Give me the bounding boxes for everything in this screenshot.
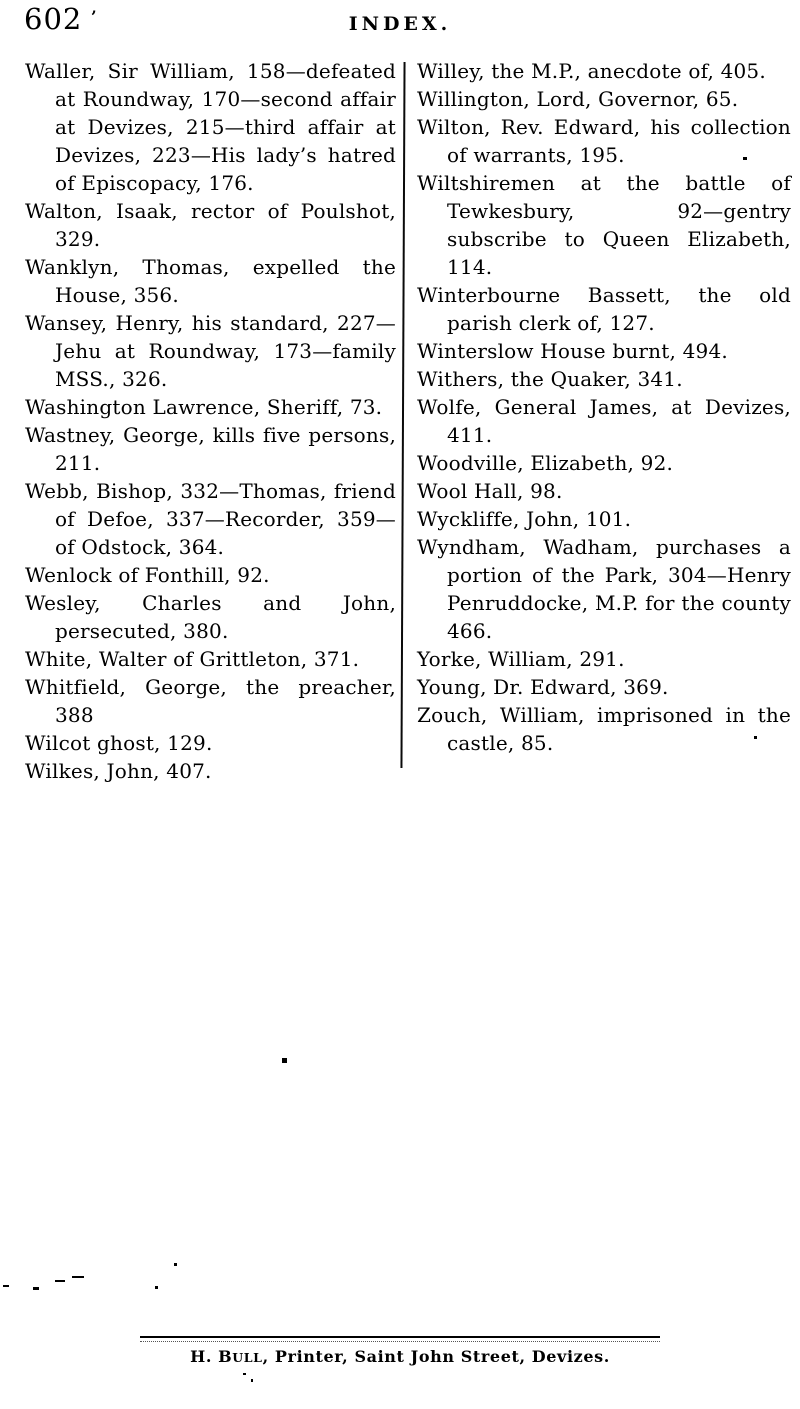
index-entry: Wyckliffe, John, 101.	[417, 507, 632, 531]
index-entry: Wilcot ghost, 129.	[25, 731, 213, 755]
index-entry: Willey, the M.P., anecdote of, 405.	[417, 59, 766, 83]
imprint-text-smallcaps: ULL	[232, 1350, 263, 1365]
index-entry: Woodville, Elizabeth, 92.	[417, 451, 674, 475]
index-entry: Willington, Lord, Governor, 65.	[417, 87, 739, 111]
index-entry: Wiltshiremen at the battle of Tewkesbury, 92—gentry subscribe to Queen Elizabeth, 114.	[417, 171, 791, 279]
index-entry: Wenlock of Fonthill, 92.	[25, 563, 270, 587]
index-entry: Washington Lawrence, Sheriff, 73.	[25, 395, 383, 419]
index-entry: Webb, Bishop, 332—Thomas, friend of Defoe, 337—Recorder, 359—of Odstock, 364.	[25, 479, 396, 559]
index-entry: Wansey, Henry, his standard, 227—Jehu at Roundway, 173—family MSS., 326.	[25, 311, 396, 391]
index-entry: Young, Dr. Edward, 369.	[417, 675, 669, 699]
scan-mark: ’	[91, 7, 97, 26]
page-footer	[140, 1336, 660, 1366]
index-entry: Zouch, William, imprisoned in the castle, 85.	[417, 703, 791, 755]
index-entry: Wool Hall, 98.	[417, 479, 563, 503]
scan-speck	[174, 1263, 177, 1266]
scan-speck	[282, 1058, 287, 1063]
scan-speck	[33, 1287, 39, 1290]
column-divider-rule	[400, 62, 405, 768]
scan-speck	[55, 1280, 65, 1282]
index-entry: Winterslow House burnt, 494.	[417, 339, 728, 363]
imprint-text-lead: H. B	[190, 1347, 233, 1366]
index-entry: Wastney, George, kills five persons, 211.	[25, 423, 396, 475]
index-entry: Wyndham, Wadham, purchases a portion of the Park, 304—Henry Penruddocke, M.P. for the county 466.	[417, 535, 791, 643]
imprint-text-rest: , Printer, Saint John Street, Devizes.	[262, 1347, 610, 1366]
scan-speck	[251, 1379, 253, 1382]
index-entry: Winterbourne Bassett, the old parish clerk of, 127.	[417, 283, 791, 335]
index-column-left	[25, 57, 396, 785]
page-title: INDEX.	[348, 13, 452, 35]
index-entry: Walton, Isaak, rector of Poulshot, 329.	[25, 199, 396, 251]
index-entry: Wanklyn, Thomas, expelled the House, 356.	[25, 255, 396, 307]
scan-speck	[743, 157, 747, 160]
scan-speck	[243, 1373, 246, 1375]
index-entry: Wesley, Charles and John, persecuted, 380.	[25, 591, 396, 643]
index-column-right	[417, 57, 791, 757]
index-entry: Wolfe, General James, at Devizes, 411.	[417, 395, 791, 447]
index-entry: Waller, Sir William, 158—defeated at Roundway, 170—second affair at Devizes, 215—third affair at Devizes, 223—His lady’s hatred of Episcopacy, 176.	[25, 59, 396, 195]
index-entry: White, Walter of Grittleton, 371.	[25, 647, 360, 671]
scan-speck	[3, 1285, 9, 1287]
index-entry: Wilton, Rev. Edward, his collection of warrants, 195.	[417, 115, 791, 167]
index-entry: Whitfield, George, the preacher, 388	[25, 675, 396, 727]
index-entry: Wilkes, John, 407.	[25, 759, 212, 783]
printer-imprint	[140, 1347, 660, 1366]
scan-speck	[72, 1276, 84, 1278]
scan-speck	[754, 736, 757, 739]
scan-speck	[155, 1286, 158, 1289]
index-entry: Yorke, William, 291.	[417, 647, 625, 671]
footer-rule	[140, 1336, 660, 1342]
index-entry: Withers, the Quaker, 341.	[417, 367, 683, 391]
page-number: 602	[24, 2, 83, 36]
